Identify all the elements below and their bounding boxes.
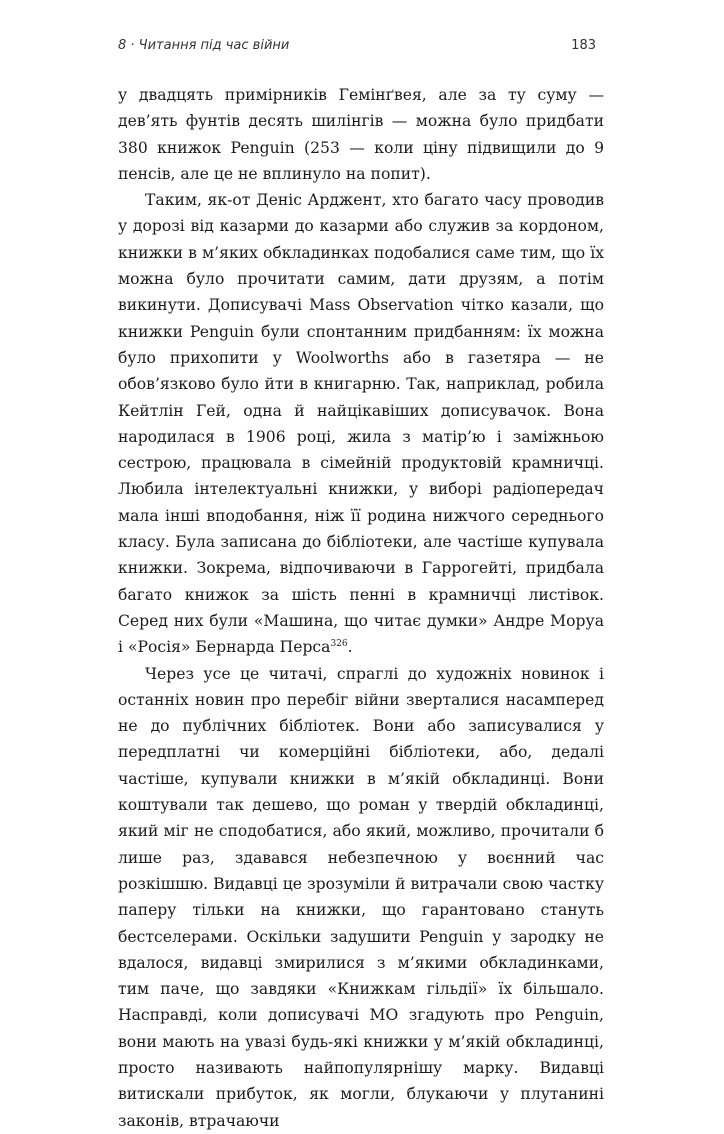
paragraph-3 bbox=[118, 661, 604, 1134]
paragraph-1-text: у двадцять примірників Гемінґвея, але за ту суму — дев’ять фунтів десять шилінгів — можна було придбати 380 книжок Penguin (253 — коли ціну підвищили до 9 пенсів, але це не вплинуло на попит). bbox=[118, 86, 604, 183]
footnote-ref-326[interactable]: 326 bbox=[330, 639, 348, 650]
paragraph-1 bbox=[118, 82, 604, 187]
paragraph-3-text: Через усе це читачі, спраглі до художніх новинок і останніх новин про перебіг війни зверталися насамперед не до публічних бібліотек. Вони або записувалися у передплатні чи комерційні бібліотеки, або, дедалі частіше, купували книжки в м’якій обкладинці. Вони коштували так дешево, що роман у твердій обкладинці, який міг не сподобатися, або який, можливо, прочитали б лише раз, здавався небезпечною у воєнний час розкішшю. Видавці це зрозуміли й витрачали свою частку паперу тільки на книжки, що гарантовано стануть бестселерами. Оскільки задушити Penguin у зародку не вдалося, видавці змирилися з м’якими обкладинками, тим паче, що завдяки «Книжкам гільдії» їх більшало. Насправді, коли дописувачі МО згадують про Penguin, вони мають на увазі будь-які книжки у м’якій обкладинці, просто називають найпопулярнішу марку. Видавці витискали прибуток, як могли, блукаючи у плутанині законів, втрачаючи bbox=[118, 664, 604, 1130]
running-header bbox=[118, 38, 604, 58]
paragraph-2-end: . bbox=[347, 638, 353, 657]
page-number: 183 bbox=[571, 38, 596, 53]
chapter-title: 8 · Читання під час війни bbox=[118, 38, 290, 53]
body-text bbox=[118, 82, 604, 1134]
book-page bbox=[118, 38, 604, 1130]
paragraph-2-text: Таким, як-от Деніс Арджент, хто багато часу проводив у дорозі від казарми до казарми або служив за кордоном, книжки в м’яких обкладинках подобалися саме тим, що їх можна було прочитати самим, дати друзям, а потім викинути. Дописувачі Mass Observation чітко казали, що книжки Penguin були спонтанним придбанням: їх можна було прихопити у Woolworths або в газетяра — не обов’язково було йти в книгарню. Так, наприклад, робила Кейтлін Гей, одна й найцікавіших дописувачок. Вона народилася в 1906 році, жила з матір’ю і заміжньою сестрою, працювала в сімейній продуктовій крамничці. Любила інтелектуальні книжки, у виборі радіопередач мала інші вподобання, ніж її родина нижчого середнього класу. Була записана до бібліотеки, але частіше купувала книжки. Зокрема, відпочиваючи в Гаррогейті, придбала багато книжок за шість пенні в крамничці листівок. Серед них були «Машина, що читає думки» Андре Моруа і «Росія» Бернарда Перса bbox=[118, 191, 604, 657]
paragraph-2 bbox=[118, 187, 604, 660]
